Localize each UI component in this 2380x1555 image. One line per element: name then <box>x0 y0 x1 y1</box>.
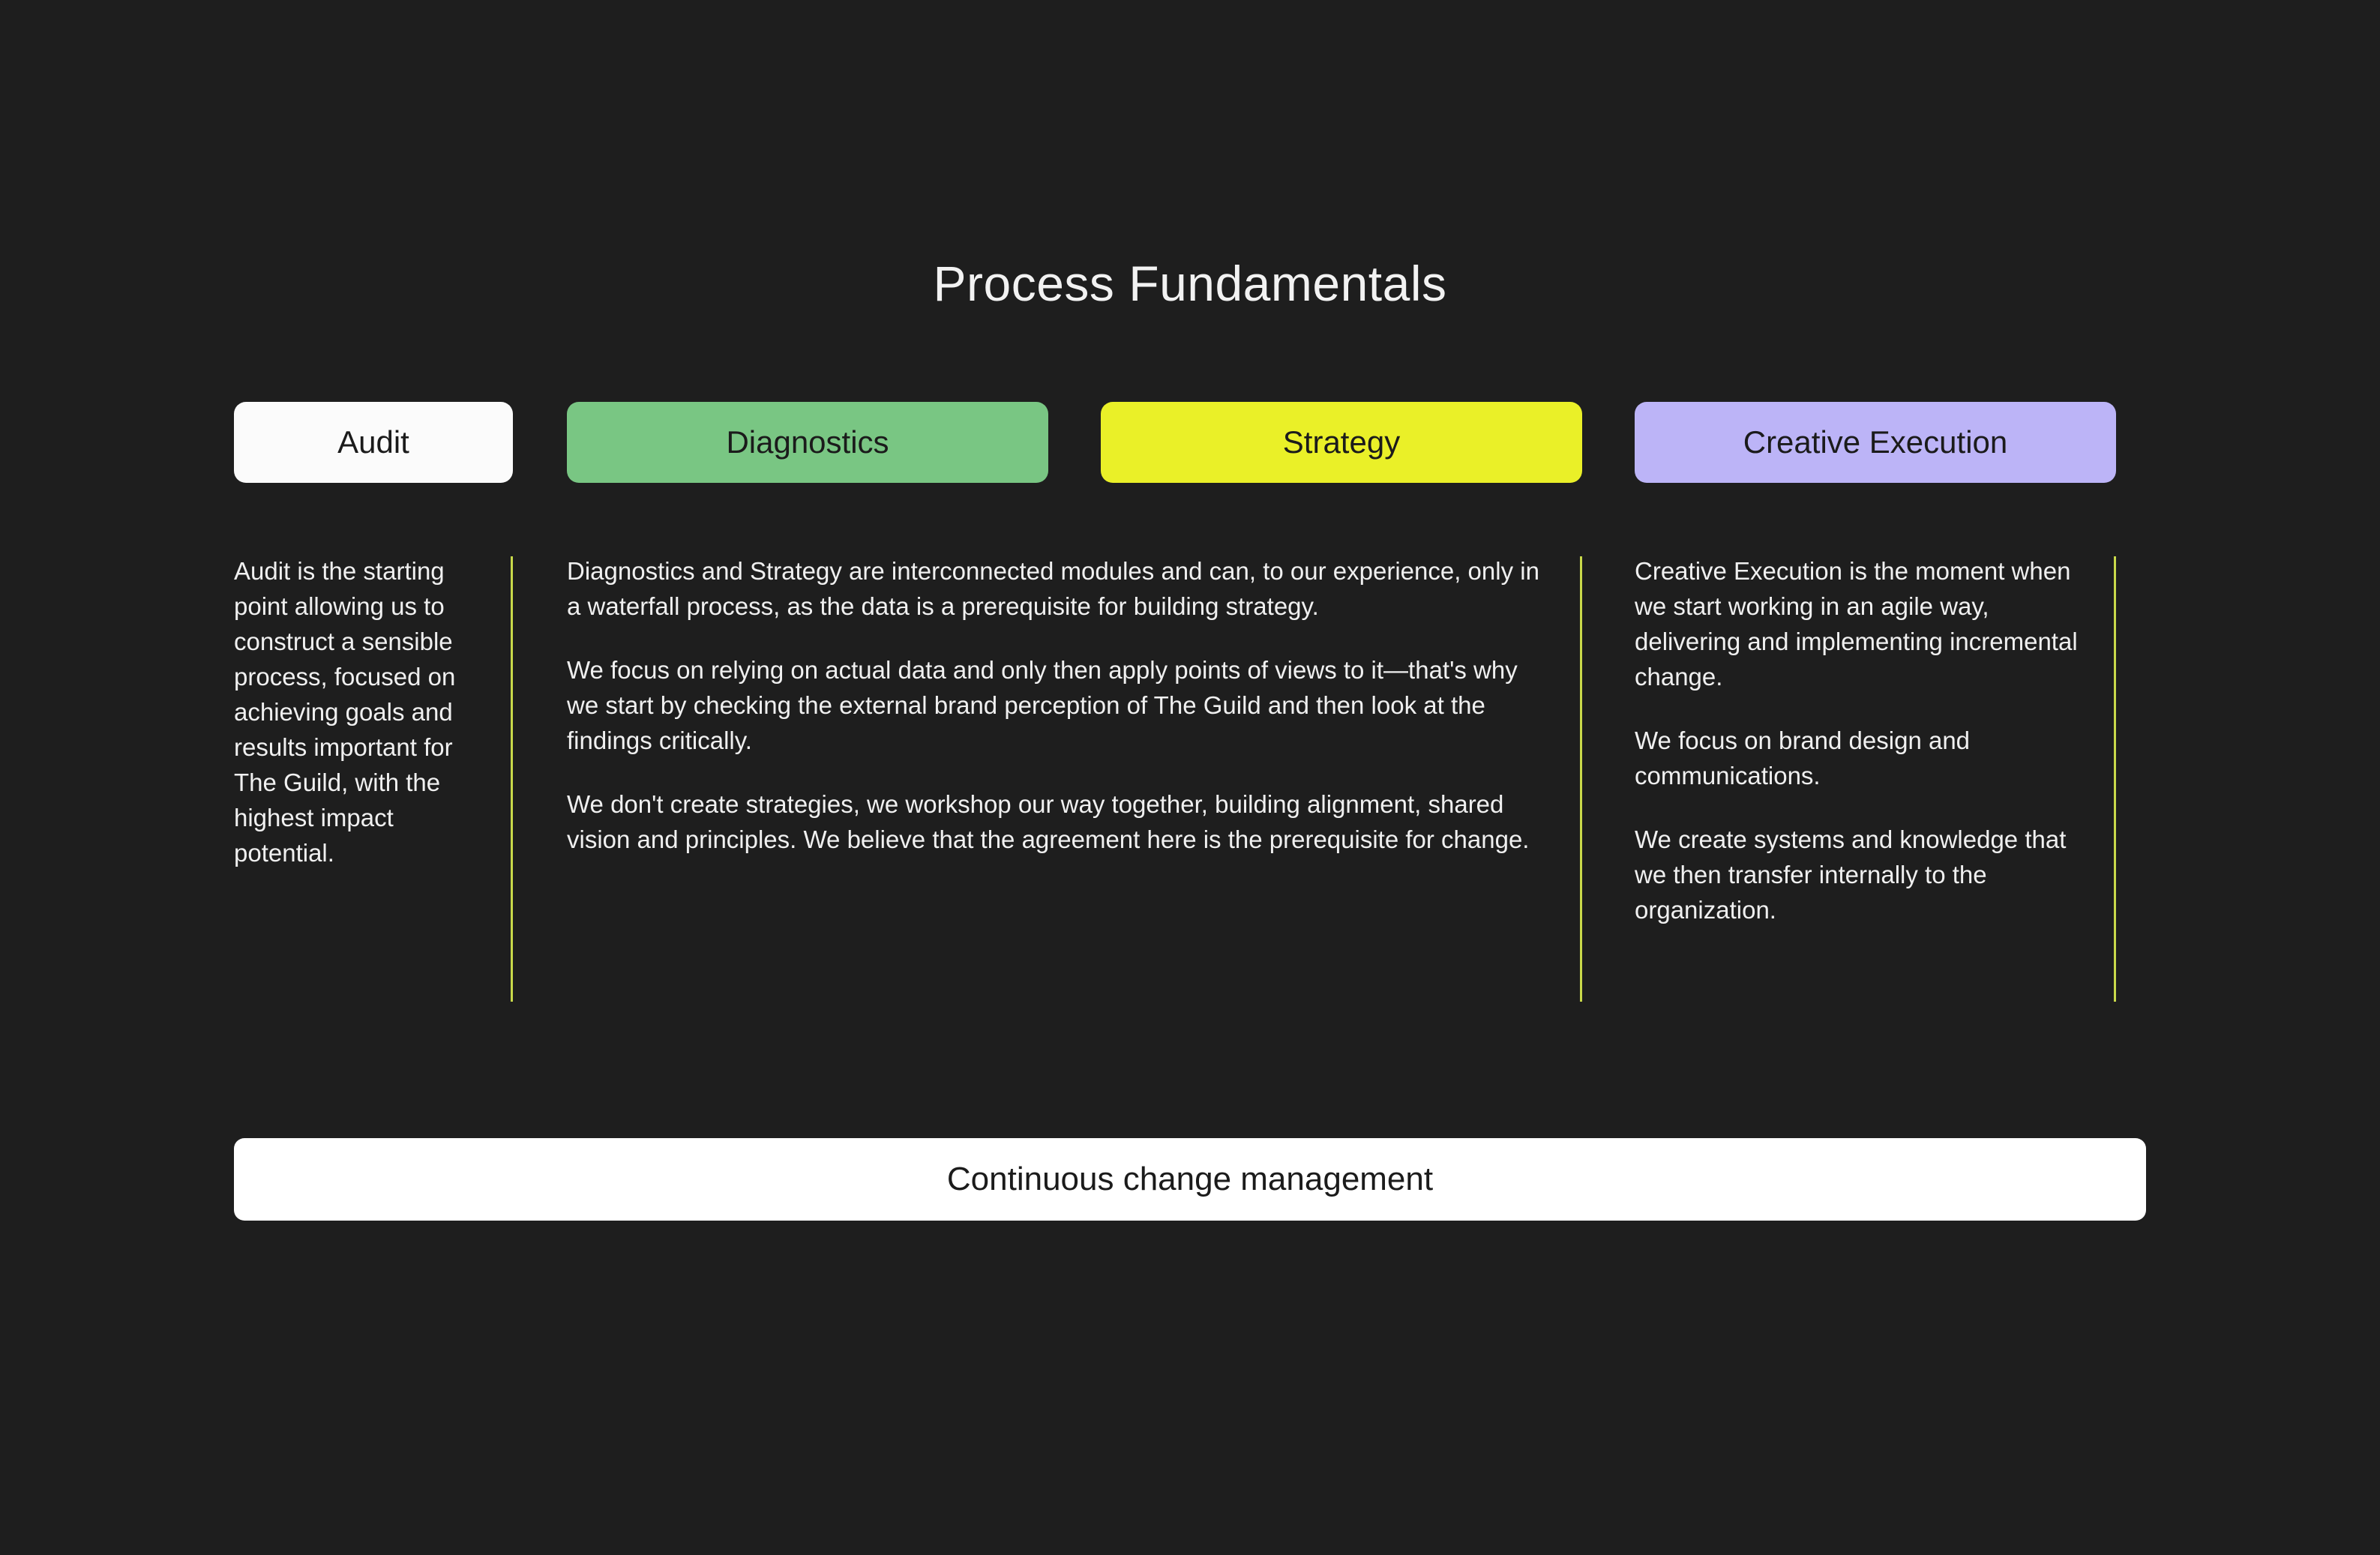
phase-pill-row <box>234 402 2146 483</box>
column-creative-paragraph-1: Creative Execution is the moment when we start working in an agile way, delivering and implementing incremental change. <box>1635 557 2078 691</box>
page-title: Process Fundamentals <box>933 256 1447 311</box>
column-divider-diagnostics <box>1580 556 1582 1002</box>
column-diagnostics-paragraph-2: We focus on relying on actual data and only then apply points of views to it—that's why we start by checking the external brand perception of The Guild and then look at the findings critically. <box>567 656 1518 754</box>
phase-description-row <box>234 553 2146 956</box>
column-diagnostics-strategy <box>567 553 1582 956</box>
continuous-change-label: Continuous change management <box>946 1161 1434 1197</box>
column-diagnostics-paragraph-3: We don't create strategies, we workshop our way together, building alignment, shared vision and principles. We believe that the agreement here is the prerequisite for change. <box>567 790 1530 853</box>
column-audit-paragraph-1: Audit is the starting point allowing us to construct a sensible process, focused on achieving goals and results important for The Guild, with the highest impact potential. <box>234 557 456 867</box>
phase-pill-creative-execution[interactable] <box>1635 402 2116 483</box>
column-diagnostics-paragraph-1: Diagnostics and Strategy are interconnected modules and can, to our experience, only in a waterfall process, as the data is a prerequisite for building strategy. <box>567 557 1539 620</box>
column-divider-audit <box>511 556 513 1002</box>
phase-pill-strategy[interactable] <box>1101 402 1582 483</box>
column-creative-execution <box>1635 553 2116 956</box>
phase-pill-diagnostics-label: Diagnostics <box>726 424 889 460</box>
phase-pill-strategy-label: Strategy <box>1282 424 1401 460</box>
column-creative-paragraph-2: We focus on brand design and communications. <box>1635 727 1971 789</box>
phase-pill-audit[interactable] <box>234 402 513 483</box>
phase-pill-diagnostics[interactable] <box>567 402 1048 483</box>
continuous-change-bar[interactable] <box>234 1138 2146 1221</box>
column-audit <box>234 553 513 956</box>
column-divider-creative <box>2114 556 2116 1002</box>
phase-pill-creative-execution-label: Creative Execution <box>1743 424 2008 460</box>
phase-pill-audit-label: Audit <box>337 424 409 460</box>
column-creative-paragraph-3: We create systems and knowledge that we then transfer internally to the organization. <box>1635 825 2067 924</box>
